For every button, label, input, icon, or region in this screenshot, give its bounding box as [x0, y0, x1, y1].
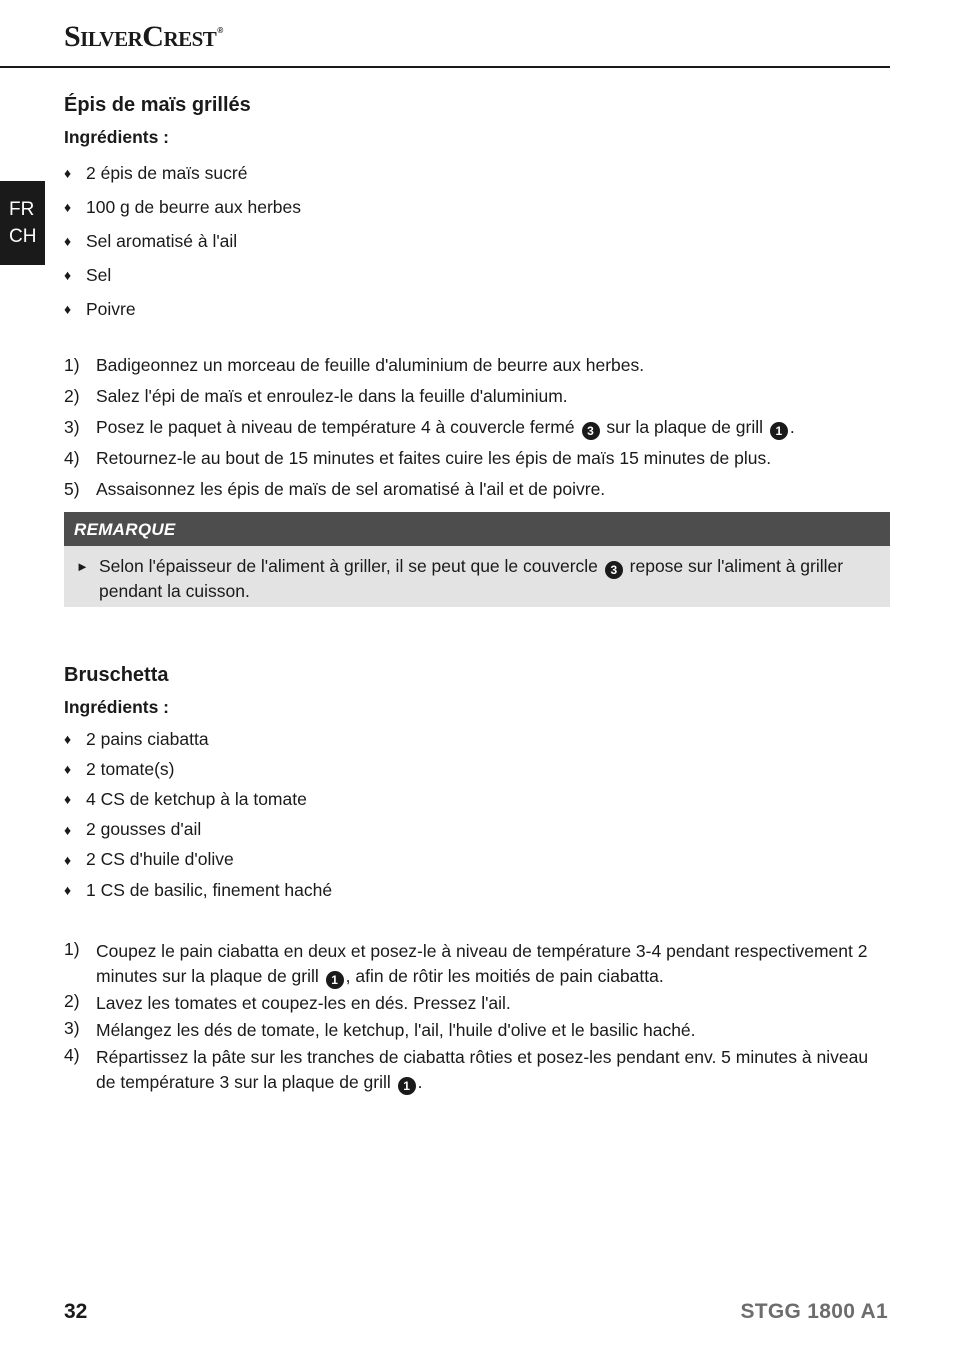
step-text: Mélangez les dés de tomate, le ketchup, l'ail, l'huile d'olive et le basilic haché. — [96, 1020, 696, 1040]
diamond-bullet-icon: ♦ — [64, 882, 72, 899]
registered-mark: ® — [217, 26, 223, 35]
ingredient-item — [64, 724, 332, 754]
diamond-bullet-icon: ♦ — [64, 267, 72, 283]
recipe1-ingredients-label: Ingrédients : — [64, 127, 170, 147]
note-text-part: Selon l'épaisseur de l'aliment à griller, il se peut que le couvercle — [99, 556, 598, 576]
step-text: Retournez-le au bout de 15 minutes et faites cuire les épis de maïs 15 minutes de plus. — [96, 448, 772, 468]
ingredient-text: 4 CS de ketchup à la tomate — [86, 788, 307, 809]
recipe2-steps-list — [64, 939, 890, 1097]
step-number: 1) — [64, 939, 80, 959]
step-number: 2) — [64, 991, 80, 1011]
brand-logo-text: SilverCrest — [64, 20, 217, 53]
lid-ref-icon: 3 — [582, 422, 600, 440]
ingredient-item — [64, 845, 332, 875]
step-text — [96, 412, 890, 443]
step-number: 3) — [64, 417, 80, 437]
ingredient-text: 100 g de beurre aux herbes — [86, 196, 302, 217]
language-tab-line2: CH — [9, 226, 37, 247]
brand-logo — [64, 20, 223, 54]
ingredient-text: 2 CS d'huile d'olive — [86, 849, 234, 870]
ingredient-text: 2 gousses d'ail — [86, 819, 202, 840]
recipe2-ingredients-list — [64, 724, 332, 905]
grill-plate-ref-icon: 1 — [398, 1077, 416, 1095]
step-text-part: Posez le paquet à niveau de température 4 à couvercle fermé — [96, 417, 575, 437]
step-text-part: sur la plaque de grill — [606, 417, 763, 437]
diamond-bullet-icon: ♦ — [64, 821, 72, 838]
recipe1-title: Épis de maïs grillés — [64, 94, 251, 116]
ingredient-text: 1 CS de basilic, finement haché — [86, 879, 333, 900]
recipe1-ingredients-list — [64, 156, 301, 326]
ingredient-item — [64, 815, 332, 845]
step-text: Assaisonnez les épis de maïs de sel aromatisé à l'ail et de poivre. — [96, 479, 606, 499]
ingredient-item — [64, 224, 301, 258]
step-item — [64, 939, 890, 989]
note-text — [99, 554, 878, 601]
step-item — [64, 443, 890, 474]
step-text — [96, 939, 890, 989]
step-text-part: Répartissez la pâte sur les tranches de ciabatta rôties et posez-les pendant env. 5 minutes à niveau de température 3 sur la plaque de grill — [96, 1047, 869, 1092]
ingredient-text: 2 épis de maïs sucré — [86, 162, 248, 183]
step-number: 5) — [64, 479, 80, 499]
note-header: REMARQUE — [64, 512, 890, 546]
grill-plate-ref-icon: 1 — [326, 971, 344, 989]
step-number: 3) — [64, 1018, 80, 1038]
diamond-bullet-icon: ♦ — [64, 233, 72, 249]
arrow-bullet-icon: ► — [76, 559, 89, 574]
model-number: STGG 1800 A1 — [740, 1300, 888, 1323]
diamond-bullet-icon: ♦ — [64, 301, 72, 317]
diamond-bullet-icon: ♦ — [64, 791, 72, 808]
ingredient-item — [64, 190, 301, 224]
step-item — [64, 474, 890, 505]
step-text: Salez l'épi de maïs et enroulez-le dans la feuille d'aluminium. — [96, 386, 568, 406]
ingredient-text: Poivre — [86, 298, 136, 319]
ingredient-item — [64, 875, 332, 905]
ingredient-text: Sel — [86, 264, 112, 285]
step-number: 2) — [64, 386, 80, 406]
step-item — [64, 991, 890, 1016]
step-item — [64, 1018, 890, 1043]
note-body — [64, 546, 890, 607]
note-text-part: repose sur l'aliment à griller pendant la cuisson. — [99, 556, 844, 601]
ingredient-item — [64, 156, 301, 190]
diamond-bullet-icon: ♦ — [64, 731, 72, 748]
header-rule — [0, 66, 890, 68]
diamond-bullet-icon: ♦ — [64, 761, 72, 778]
ingredient-text: Sel aromatisé à l'ail — [86, 230, 238, 251]
step-text: Badigeonnez un morceau de feuille d'aluminium de beurre aux herbes. — [96, 355, 645, 375]
ingredient-item — [64, 754, 332, 784]
ingredient-text: 2 pains ciabatta — [86, 728, 209, 749]
step-text-part: , afin de rôtir les moitiés de pain ciabatta. — [345, 966, 664, 986]
step-text-part: . — [417, 1072, 423, 1092]
diamond-bullet-icon: ♦ — [64, 199, 72, 215]
step-number: 4) — [64, 448, 80, 468]
recipe1-steps-list — [64, 350, 890, 505]
diamond-bullet-icon: ♦ — [64, 165, 72, 181]
step-number: 4) — [64, 1045, 80, 1065]
step-text-part: Coupez le pain ciabatta en deux et posez-le à niveau de température 3-4 pendant respectivement 2 minutes sur la plaque de grill — [96, 941, 868, 986]
diamond-bullet-icon: ♦ — [64, 851, 72, 868]
recipe2-title: Bruschetta — [64, 664, 169, 686]
ingredient-item — [64, 258, 301, 292]
step-text — [96, 1045, 890, 1095]
recipe2-ingredients-label: Ingrédients : — [64, 697, 170, 717]
note-box — [64, 512, 890, 607]
lid-ref-icon: 3 — [605, 561, 623, 579]
step-item — [64, 381, 890, 412]
step-item — [64, 412, 890, 443]
language-tab-line1: FR — [9, 199, 35, 220]
step-item — [64, 1045, 890, 1095]
ingredient-text: 2 tomate(s) — [86, 758, 175, 779]
ingredient-item — [64, 784, 332, 814]
grill-plate-ref-icon: 1 — [770, 422, 788, 440]
step-text-part: . — [789, 417, 795, 437]
page-number: 32 — [64, 1300, 88, 1323]
step-text: Lavez les tomates et coupez-les en dés. Pressez l'ail. — [96, 993, 511, 1013]
ingredient-item — [64, 292, 301, 326]
step-number: 1) — [64, 355, 80, 375]
step-item — [64, 350, 890, 381]
language-tab — [0, 181, 45, 265]
